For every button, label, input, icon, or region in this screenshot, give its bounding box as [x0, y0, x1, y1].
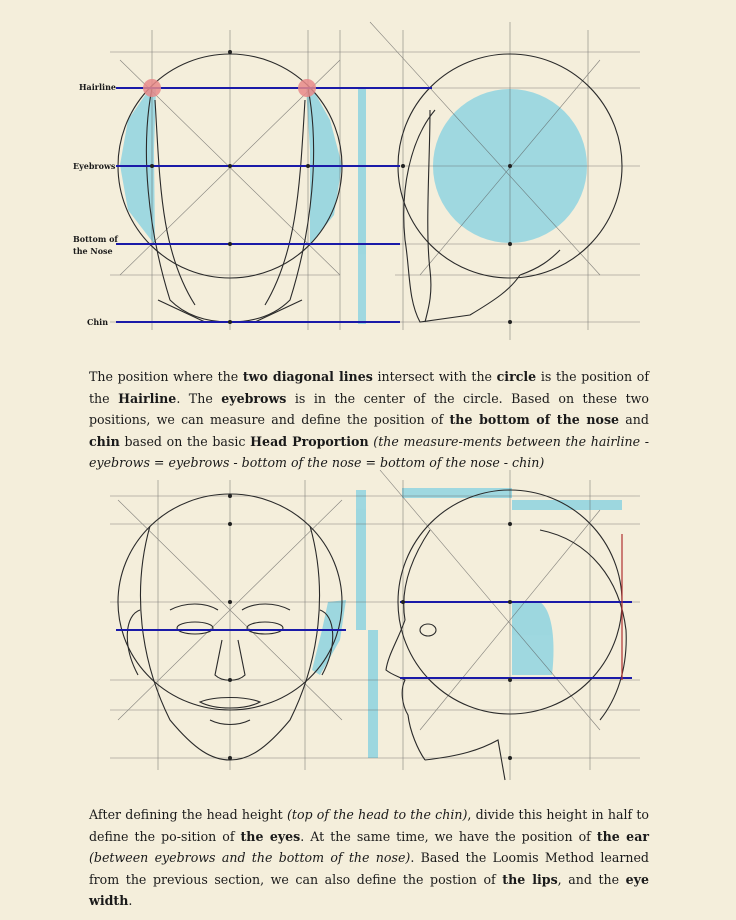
height-bar-bottom-upper	[356, 490, 366, 630]
hairline-dot-left	[143, 79, 161, 97]
label-bottom-nose-1: Bottom of	[73, 234, 118, 244]
top-highlights	[120, 88, 587, 324]
label-eyebrows: Eyebrows	[73, 161, 116, 171]
bottom-highlights	[312, 488, 622, 758]
paragraph-eyes-ear: After defining the head height (top of the head to the chin), divide this height in half to define the po-sition of the eyes. At the same time, we have the position of the ear (between eyebrows and the bottom of the nose). Based the Loomis Method learned from the previous section, we can also define the postion of the lips, and the eye width.	[89, 807, 649, 908]
bottom-figure	[0, 470, 736, 790]
profile-ear-highlight	[512, 602, 554, 675]
hairline-dot-right	[298, 79, 316, 97]
height-bar-top	[358, 88, 366, 324]
height-bar-bottom-lower	[368, 630, 378, 758]
label-bottom-nose-2: the Nose	[73, 246, 113, 256]
top-horizontal-bar	[402, 488, 512, 498]
paragraph-head-proportion: The position where the two diagonal lines intersect with the circle is the position of the Hairline. The eyebrows is in the center of the circle. Based on these two positions, we can measure and define the position of the bottom of the nose and chin based on the basic Head Proportion (the measure-ments between the hairline - eyebrows = eyebrows - bottom of the nose = bottom of the nose - chin)	[89, 369, 650, 470]
top-figure	[0, 0, 736, 350]
front-ear-highlight	[312, 600, 346, 675]
label-chin: Chin	[87, 317, 109, 327]
label-hairline: Hairline	[79, 82, 116, 92]
